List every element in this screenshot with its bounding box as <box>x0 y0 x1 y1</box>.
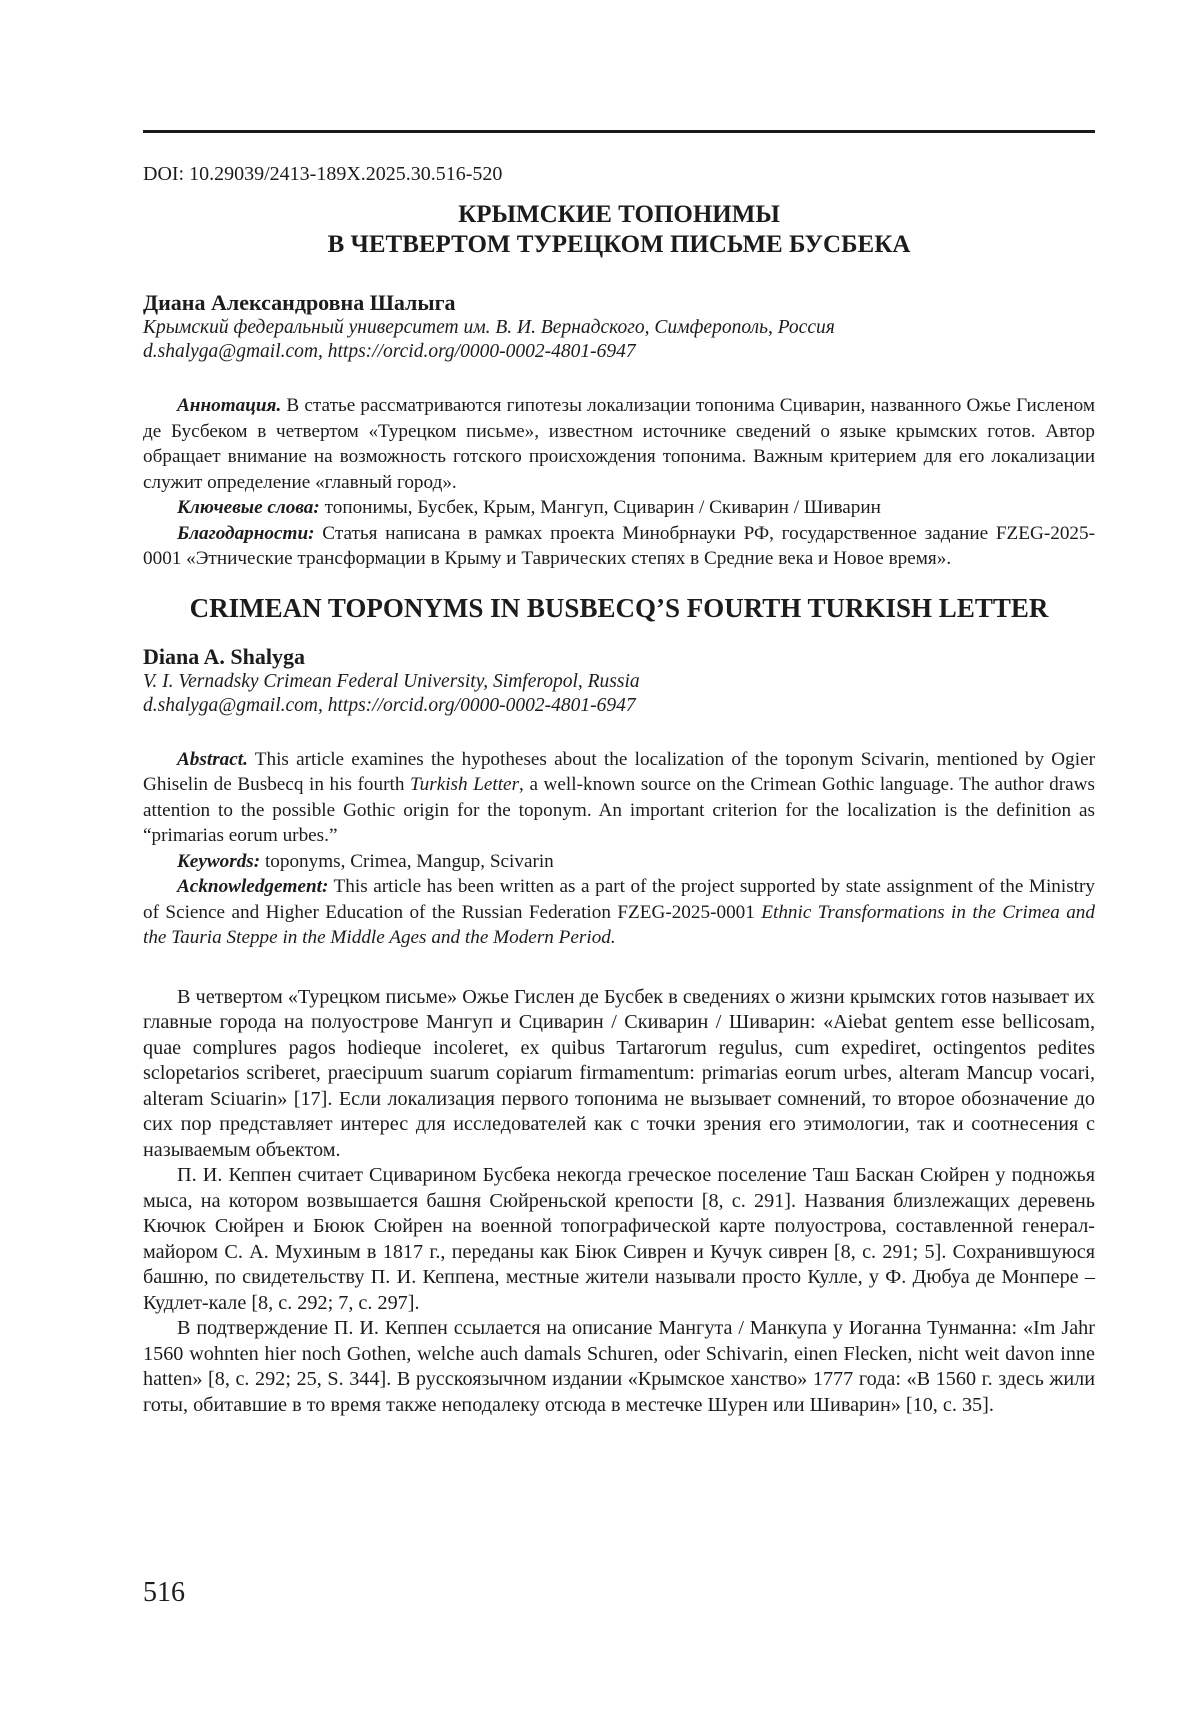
en-abstract-post: , a well-known source on the Crimean Gothic language. The author draws attention to the possible Gothic origin for the toponym. An important criterion for the localization is the definition as “primarias eorum urbes.” <box>143 774 1095 846</box>
body-text <box>143 985 1095 1419</box>
ru-thanks-text: Статья написана в рамках проекта Минобрнауки РФ, государственное задание FZEG-2025-0001 «Этнические трансформации в Крыму и Таврических степях в Средние века и Новое время». <box>143 522 1095 569</box>
en-keywords <box>143 849 1095 875</box>
ru-thanks-label: Благодарности: <box>177 522 315 544</box>
en-abstract-label: Abstract. <box>177 748 248 770</box>
doi: DOI: 10.29039/2413-189X.2025.30.516-520 <box>143 163 503 185</box>
ru-abstract-label: Аннотация. <box>177 395 282 416</box>
ru-affiliation: Крымский федеральный университет им. В. И. Вернадского, Симферополь, Россия <box>143 317 835 338</box>
ru-keywords-label: Ключевые слова: <box>177 497 320 518</box>
en-abstract-block <box>143 747 1095 951</box>
en-abstract <box>143 747 1095 849</box>
ru-title <box>143 200 1095 260</box>
en-abstract-italic: Turkish Letter <box>410 774 520 795</box>
ru-title-line1: КРЫМСКИЕ ТОПОНИМЫ <box>458 201 780 228</box>
ru-contact: d.shalyga@gmail.com, https://orcid.org/0000-0002-4801-6947 <box>143 341 636 362</box>
en-ack-text: This article has been written as a part of the project supported by state assignment of the Ministry of Science and Higher Education of the Russian Federation FZEG-2025-0001 <box>143 876 1095 923</box>
body-paragraph-1: В четвертом «Турецком письме» Ожье Гислен де Бусбек в сведениях о жизни крымских готов называет их главные города на полуострове Мангуп и Сциварин / Скиварин / Шиварин: «Aiebat gentem esse bellicosam, quae complures pagos hodieque incoleret, ex quibus Tartarorum regulus, cum expediret, octingentos pedites sclopetarios scriberet, praecipuum suarum copiarum firmamentum: primarias eorum urbes, alteram Mancup vocari, alteram Sciuarin» [17]. Если локализация первого топонима не вызывает сомнений, то второе обозначение до сих пор представляет интерес для исследователей как с точки зрения его этимологии, так и соотнесения с называемым объектом. <box>143 985 1095 1161</box>
ru-title-line2: В ЧЕТВЕРТОМ ТУРЕЦКОМ ПИСЬМЕ БУСБЕКА <box>327 231 911 258</box>
en-contact: d.shalyga@gmail.com, https://orcid.org/0000-0002-4801-6947 <box>143 694 636 716</box>
ru-keywords-text: топонимы, Бусбек, Крым, Мангуп, Сциварин / Скиварин / Шиварин <box>319 497 881 518</box>
ru-keywords <box>143 495 1095 521</box>
body-paragraph-3: В подтверждение П. И. Кеппен ссылается на описание Мангута / Манкупа у Иоганна Тунманна: «Im Jahr 1560 wohnten hier noch Gothen, welche auch damals Schuren, oder Schivarin, einen Flecken, nicht weit davon inne hatten» [8, с. 292; 25, S. 344]. В русскоязычном издании «Крымское ханство» 1777 года: «В 1560 г. здесь жили готы, обитавшие в то время также неподалеку отсюда в местечке Шурен или Шиварин» [10, с. 35]. <box>143 1317 1095 1416</box>
ru-abstract-block <box>143 393 1095 572</box>
en-keywords-label: Keywords: <box>177 850 261 872</box>
en-ack <box>143 874 1095 951</box>
body-paragraph-2: П. И. Кеппен считает Сциварином Бусбека некогда греческое поселение Таш Баскан Сюйрен у подножья мыса, на котором возвышается башня Сюйреньской крепости [8, с. 291]. Названия близлежащих деревень Кючюк Сюйрен и Бююк Сюйрен на военной топографической карте полуострова, составленной генерал-майором С. А. Мухиным в 1817 г., переданы как Бiюк Сиврен и Кучук сиврен [8, с. 291; 5]. Сохранившуюся башню, по свидетельству П. И. Кеппена, местные жители называли просто Кулле, у Ф. Дюбуа де Монпере – Кудлет-кале [8, с. 292; 7, с. 297]. <box>143 1164 1095 1314</box>
header-rule <box>143 130 1095 133</box>
en-keywords-text: toponyms, Crimea, Mangup, Scivarin <box>260 850 554 872</box>
en-ack-italic: Ethnic Transformations in the Crimea and the Tauria Steppe in the Middle Ages and the Modern Period. <box>143 901 1095 948</box>
ru-abstract <box>143 393 1095 495</box>
en-ack-label: Acknowledgement: <box>177 876 329 897</box>
ru-abstract-text: В статье рассматриваются гипотезы локализации топонима Сциварин, названного Ожье Гисленом де Бусбеком в четвертом «Турецком письме», известном источнике сведений о языке крымских готов. Автор обращает внимание на возможность готского происхождения топонима. Важным критерием для его локализации служит определение «главный город». <box>143 395 1095 493</box>
page-number: 516 <box>143 1577 185 1608</box>
ru-author: Диана Александровна Шалыга <box>143 290 456 315</box>
en-title: CRIMEAN TOPONYMS IN BUSBECQ’S FOURTH TURKISH LETTER <box>189 592 1049 623</box>
en-abstract-pre: This article examines the hypotheses about the localization of the toponym Scivarin, mentioned by Ogier Ghiselin de Busbecq in his fourth <box>143 748 1095 795</box>
page-content <box>143 130 1095 1418</box>
en-author: Diana A. Shalyga <box>143 643 305 669</box>
ru-thanks <box>143 521 1095 572</box>
en-affiliation: V. I. Vernadsky Crimean Federal University, Simferopol, Russia <box>143 670 640 692</box>
